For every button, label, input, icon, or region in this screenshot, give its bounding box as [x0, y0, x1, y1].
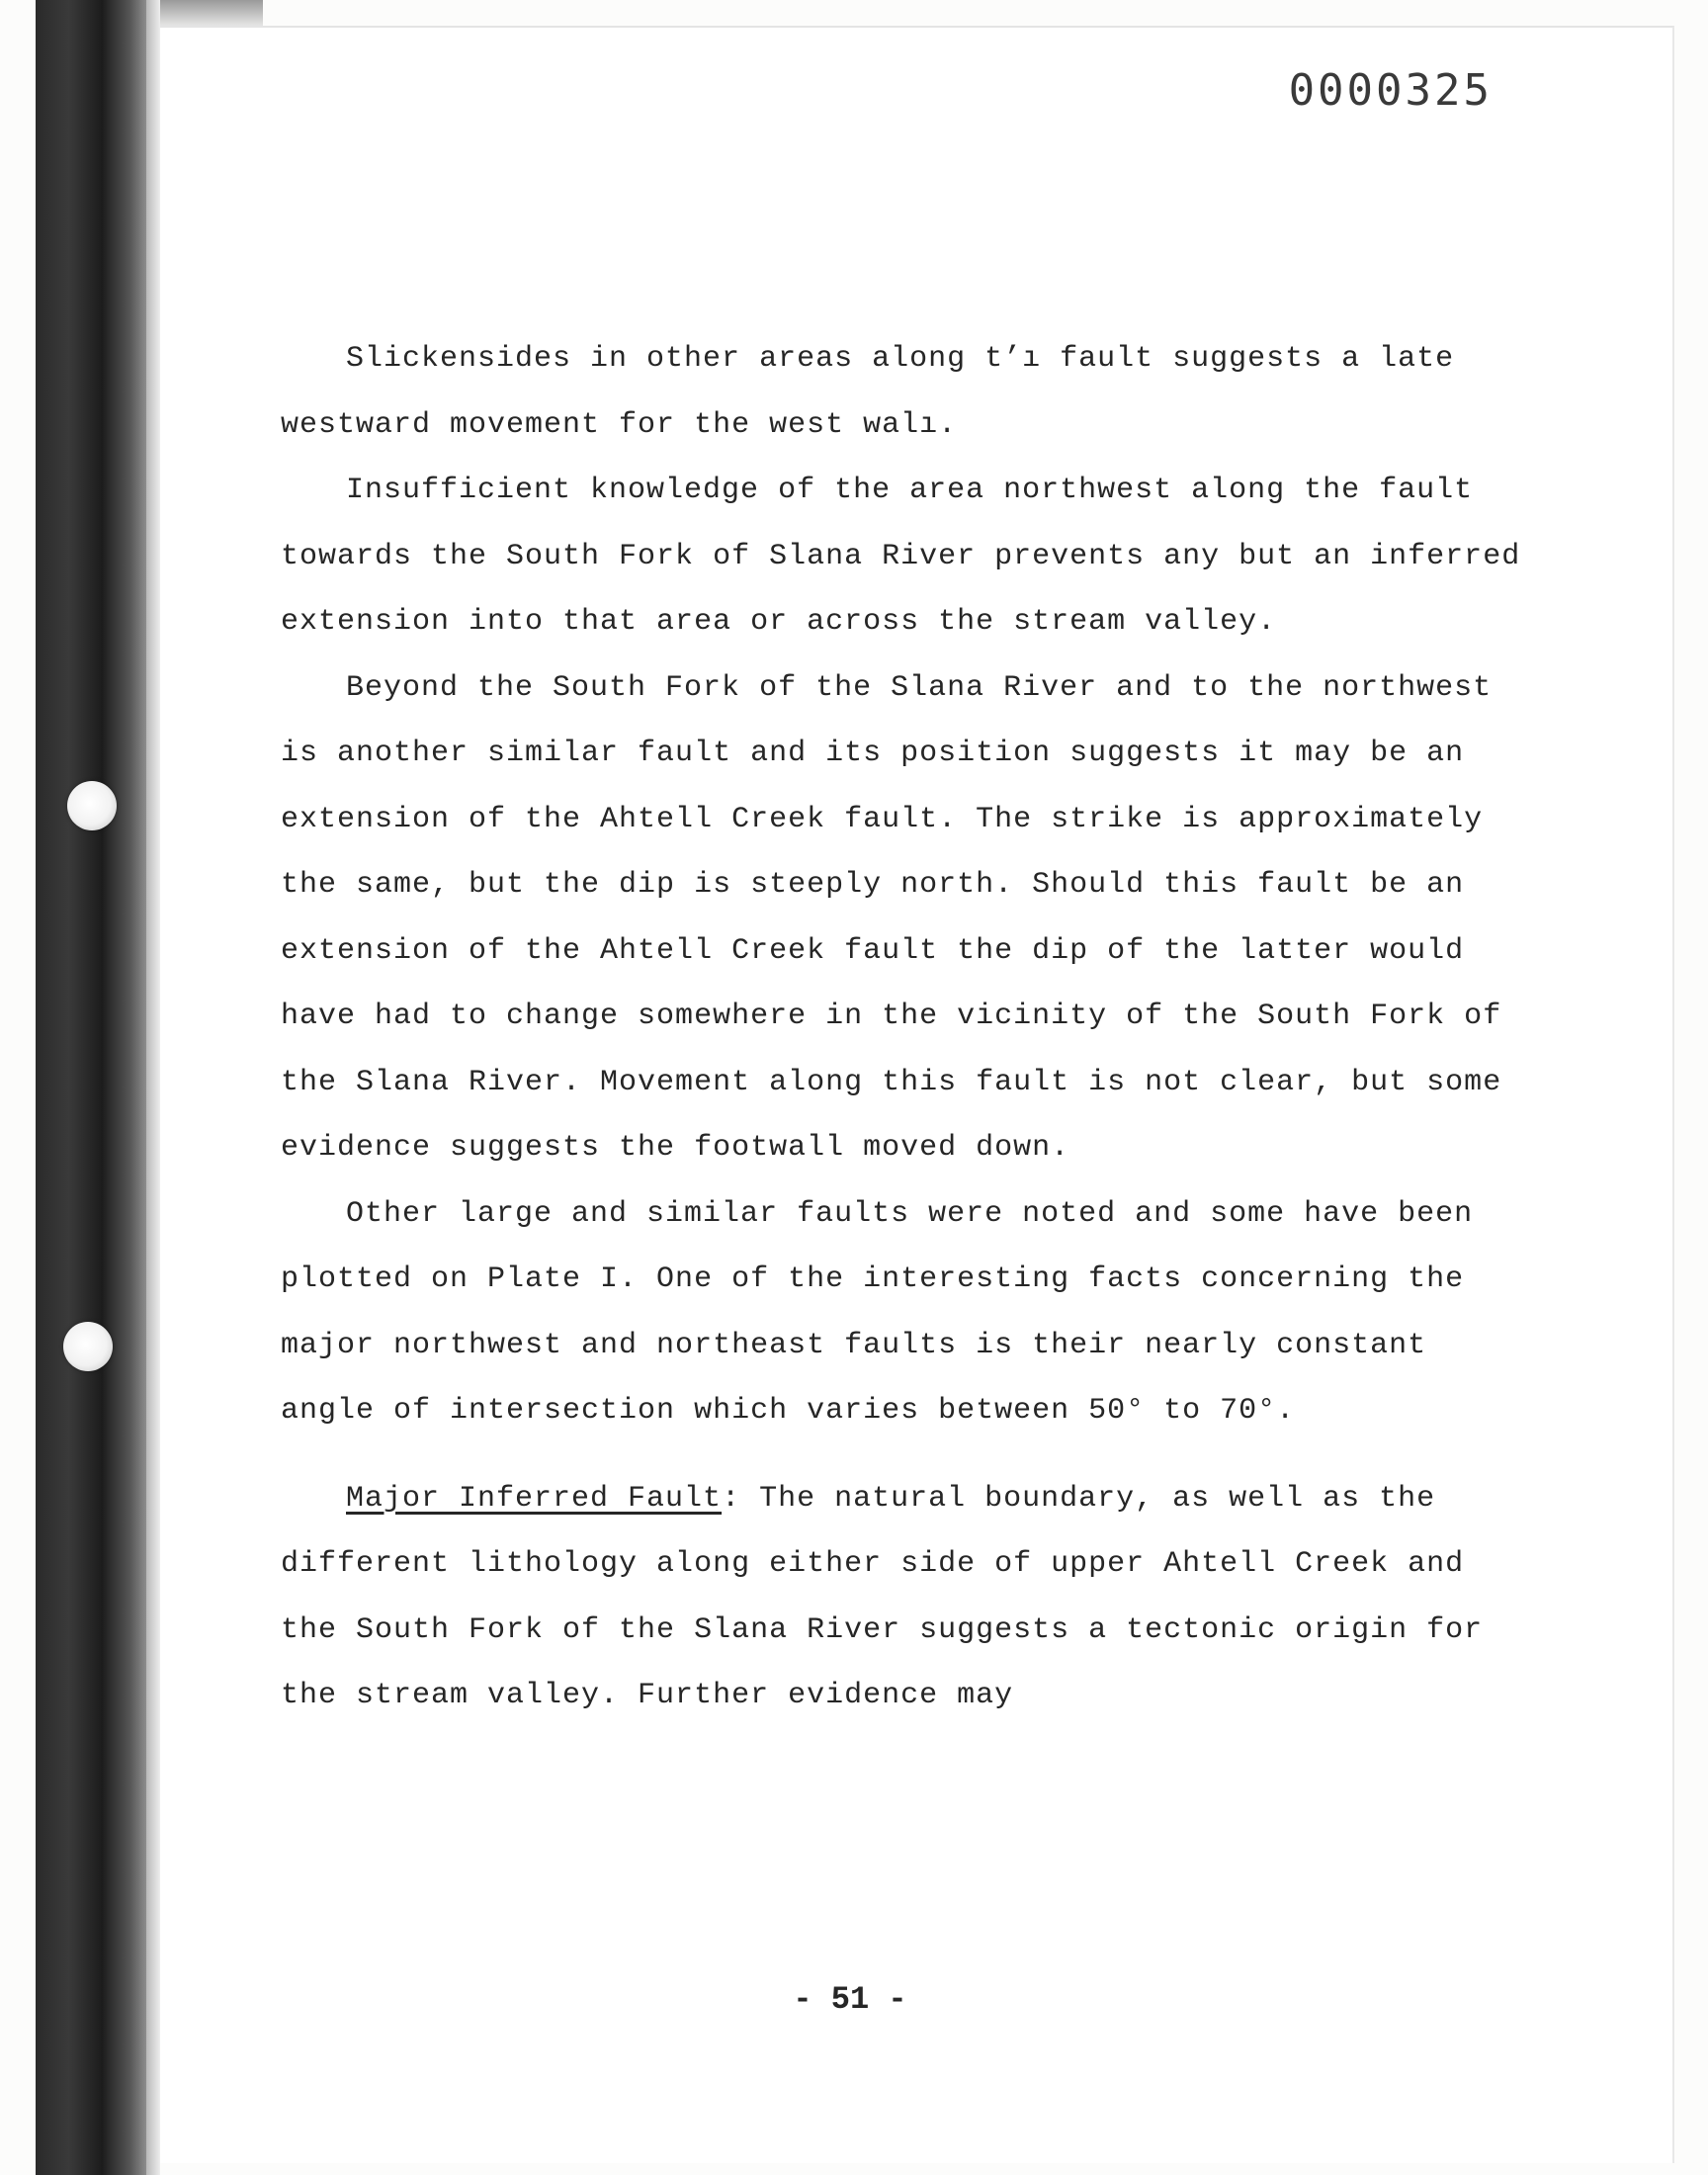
section-heading-colon: : [722, 1481, 741, 1516]
binder-edge [146, 0, 160, 2175]
paragraph-slickensides: Slickensides in other areas along t’ı fault suggests a late westward movement for the west walı. [281, 342, 1455, 442]
punch-hole [67, 781, 117, 830]
section-text: The natural boundary, as well as the different lithology along either side of upper Ahtell Creek and the South Fork of the Slana River suggests a tectonic origin for the stream valley. Further evidence may [281, 1481, 1484, 1712]
binder-strip [36, 0, 146, 2175]
section-heading: Major Inferred Fault [346, 1481, 723, 1516]
paragraph-other-faults: Other large and similar faults were noted and some have been plotted on Plate I. One of the interesting facts concerning the major northwest and northeast faults is their nearly constant angle of intersection which varies between 50° to 70°. [281, 1196, 1474, 1428]
page-number: - 51 - [793, 1981, 907, 2018]
paragraph-major-inferred-fault [281, 1466, 1526, 1729]
typed-text-body [281, 326, 1526, 1729]
paragraph-insufficient-knowledge: Insufficient knowledge of the area northwest along the fault towards the South Fork of Slana River prevents any but an inferred extension into that area or across the stream valley. [281, 474, 1521, 639]
punch-hole [63, 1322, 113, 1371]
document-number: 0000325 [1288, 65, 1493, 116]
paragraph-beyond-south-fork: Beyond the South Fork of the Slana River and to the northwest is another similar fault and its position suggests it may be an extension of the Ahtell Creek fault. The strike is approximately the same, but the dip is steeply north. Should this fault be an extension of the Ahtell Creek fault the dip of the latter would have had to change somewhere in the vicinity of the South Fork of the Slana River. Movement along this fault is not clear, but some evidence suggests the footwall moved down. [281, 670, 1502, 1165]
